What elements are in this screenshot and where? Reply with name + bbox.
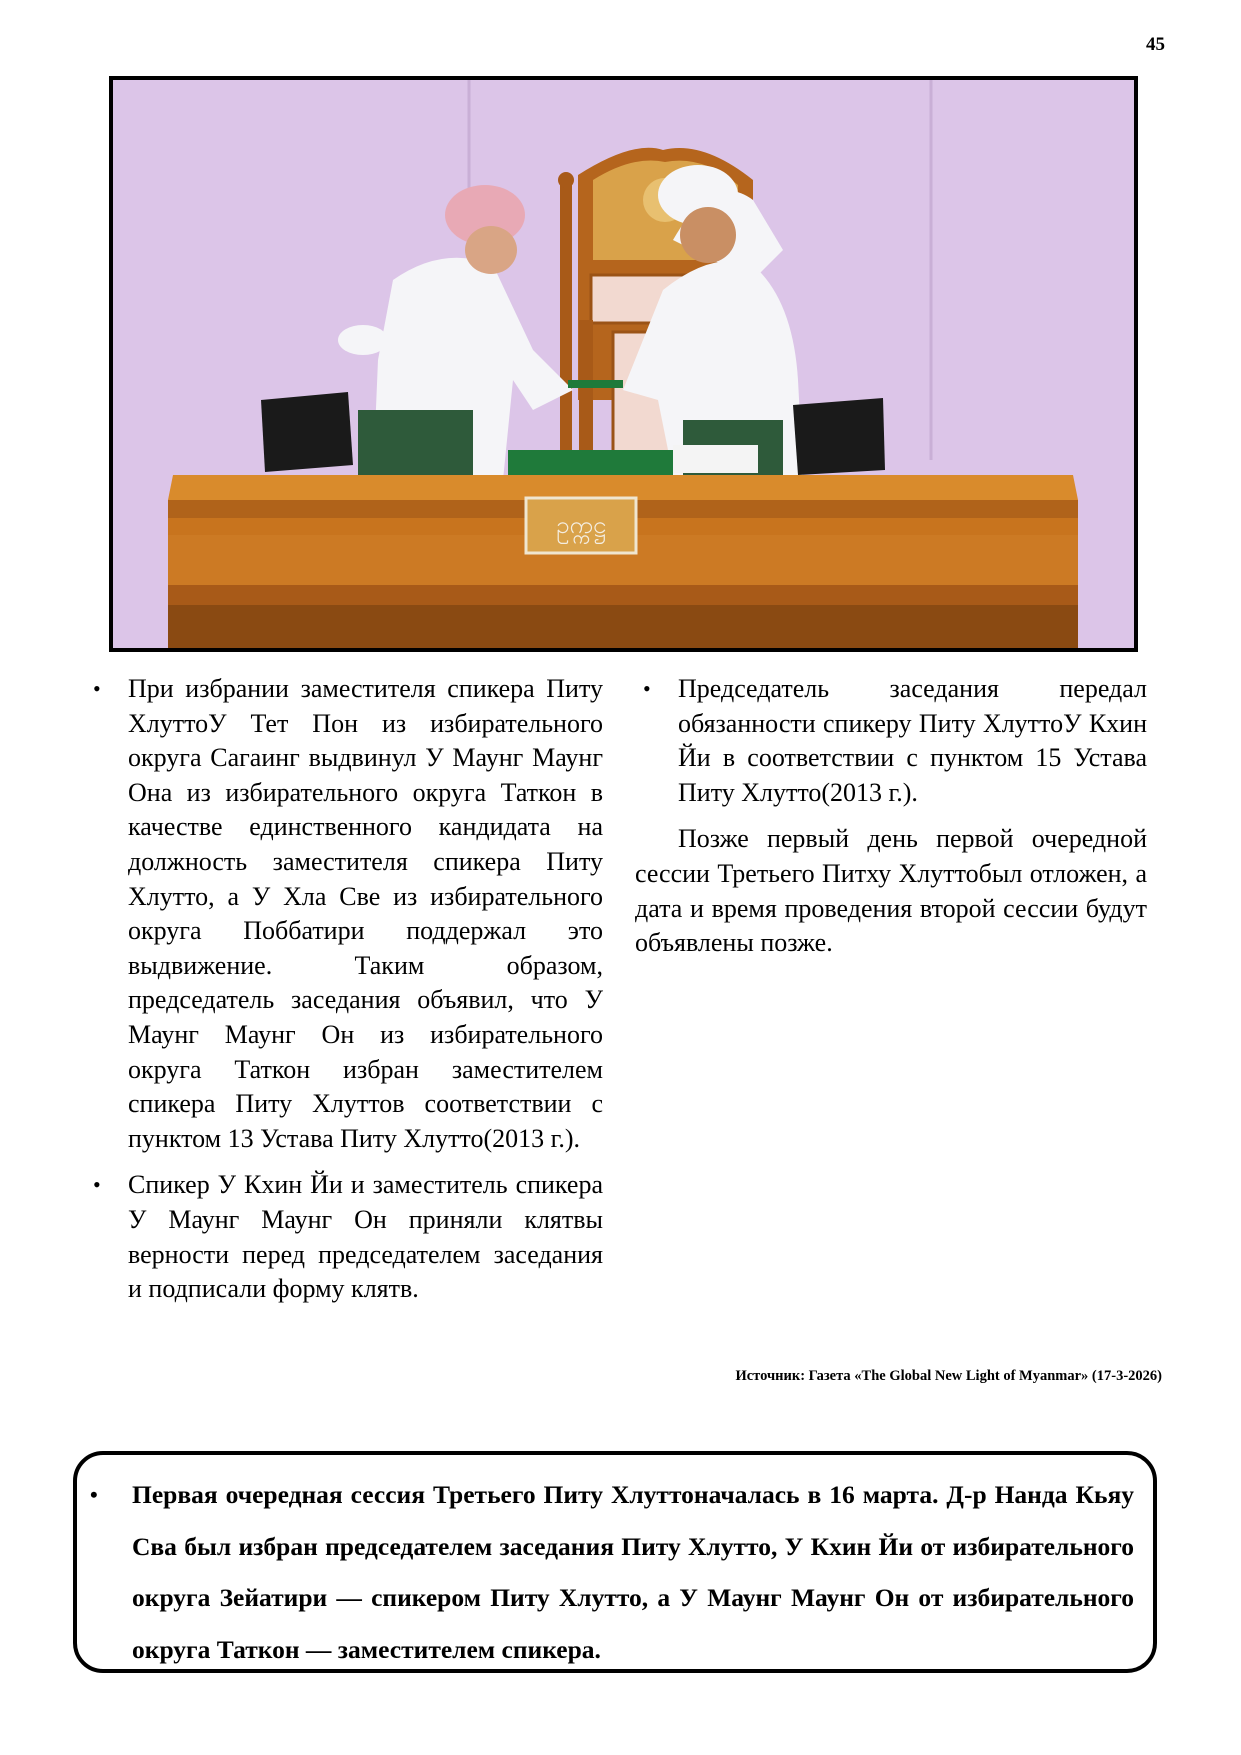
closing-paragraph: Позже первый день первой очередной сессии Третьего Питху Хлуттобыл отложен, а дата и время проведения второй сессии будут объявлены позже. <box>635 824 1147 958</box>
list-item <box>635 672 1147 810</box>
source-citation: Источник: Газета «The Global New Light of Myanmar» (17-3-2026) <box>735 1368 1162 1384</box>
bullet-icon: • <box>90 1482 98 1507</box>
bullet-icon: • <box>643 676 651 701</box>
right-column <box>635 672 1147 961</box>
podium-plaque-text: ဥက္ကဋ္ဌ <box>556 511 606 539</box>
list-item-text: При избрании заместителя спикера Питу ХлуттоУ Тет Пон из избирательного округа Сагаинг выдвинул У Маунг Маунг Она из избирательного округа Таткон в качестве единственного кандидата на должность заместителя спикера Питу Хлутто, а У Хла Све из избирательного округа Поббатири поддержал это выдвижение. Таким образом, председатель заседания объявил, что У Маунг Маунг Он из избирательного округа Таткон избран заместителем спикера Питу Хлуттов соответствии с пунктом 13 Устава Питу Хлутто(2013 г.). <box>128 674 603 1153</box>
bullet-icon: • <box>93 676 101 701</box>
speaker-podium <box>168 475 1078 648</box>
monitor-left <box>261 392 353 472</box>
left-column <box>85 672 603 1319</box>
list-item-text: Председатель заседания передал обязанности спикеру Питу ХлуттоУ Кхин Йи в соответствии с пунктом 15 Устава Питу Хлутто(2013 г.). <box>678 674 1147 807</box>
bullet-icon: • <box>93 1172 101 1198</box>
monitor-right <box>793 398 885 475</box>
photo-illustration <box>113 80 1134 648</box>
list-item-text: Спикер У Кхин Йи и заместитель спикера У Маунг Маунг Он приняли клятвы верности перед председателем заседания и подписали форму клятв. <box>128 1170 603 1304</box>
list-item <box>85 672 603 1156</box>
list-item <box>85 1168 603 1306</box>
parliament-photo <box>109 76 1138 652</box>
green-folder <box>568 380 623 388</box>
summary-text: Первая очередная сессия Третьего Питу Хлуттоначалась в 16 марта. Д-р Нанда Кьяу Сва был избран председателем заседания Питу Хлутто, У Кхин Йи от избирательного округа Зейатири — спикером Питу Хлутто, а У Маунг Маунг Он от избирательного округа Таткон — заместителем спикера. <box>132 1480 1134 1664</box>
summary-box <box>73 1451 1157 1673</box>
page-number: 45 <box>1146 34 1165 55</box>
desk-calendar <box>673 445 758 473</box>
